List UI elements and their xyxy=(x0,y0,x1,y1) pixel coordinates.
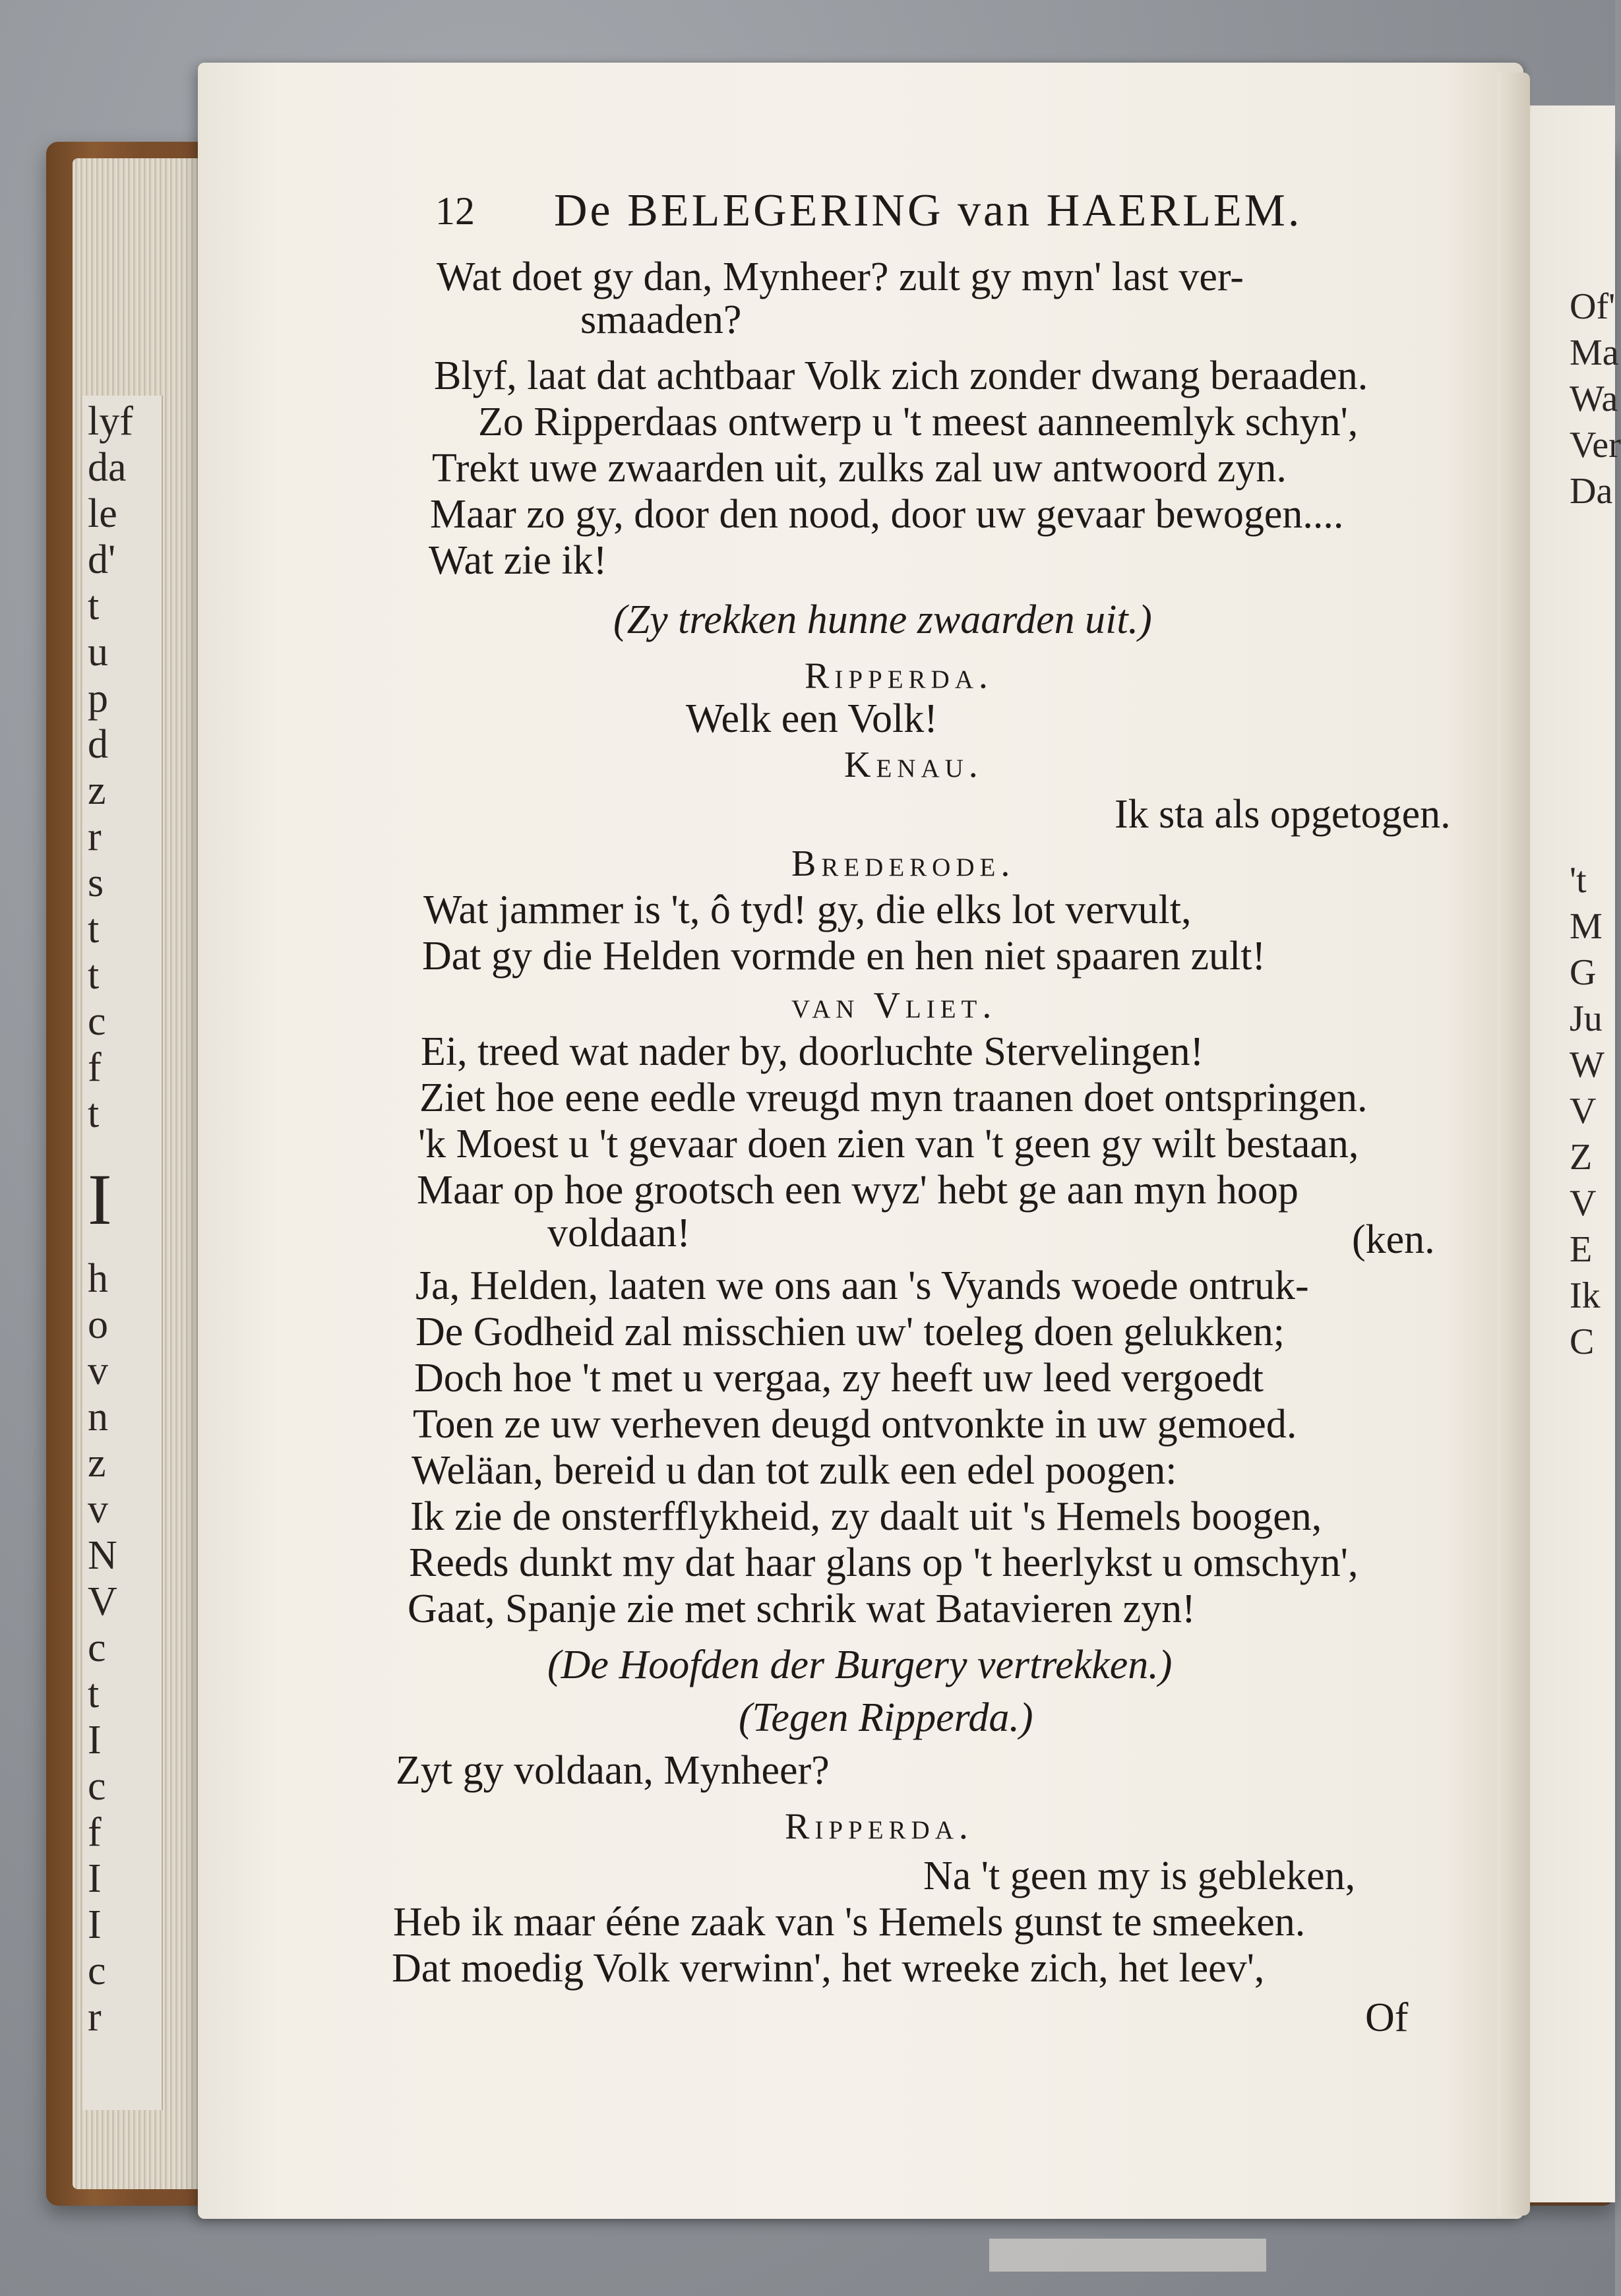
right-fragment: E xyxy=(1570,1229,1593,1270)
left-fragment: t xyxy=(88,953,100,998)
verse-line: Ei, treed wat nader by, doorluchte Stervelingen! xyxy=(421,1029,1204,1074)
left-fragment: s xyxy=(88,861,104,905)
right-fragment: V xyxy=(1570,1183,1597,1224)
left-fragment: t xyxy=(88,1672,100,1716)
verse-line: Na 't geen my is gebleken, xyxy=(923,1854,1356,1898)
left-fragment: c xyxy=(88,1764,106,1809)
left-fragment: I xyxy=(88,1159,112,1240)
verse-line: Ik zie de onsterfflykheid, zy daalt uit 's Hemels boogen, xyxy=(410,1494,1322,1539)
verse-line: Welk een Volk! xyxy=(686,696,938,741)
left-fragment: z xyxy=(88,1441,106,1486)
left-fragment: v xyxy=(88,1487,108,1532)
left-fragment: u xyxy=(88,630,108,675)
speaker-name: Ripperda. xyxy=(785,1806,973,1847)
stage-direction: (De Hoofden der Burgery vertrekken.) xyxy=(547,1643,1173,1687)
speaker-name: Ripperda. xyxy=(805,655,993,696)
verse-line: Wat doet gy dan, Mynheer? zult gy myn' last ver- xyxy=(437,255,1244,299)
right-fragment: Da xyxy=(1570,471,1613,512)
right-fragment: Of' xyxy=(1570,286,1616,327)
speaker-name: Kenau. xyxy=(844,744,983,785)
right-fragment: 't xyxy=(1570,860,1587,901)
verse-line: Maar zo gy, door den nood, door uw gevaar bewogen.... xyxy=(430,492,1344,537)
left-fragment: d' xyxy=(88,537,116,582)
verse-line: Trekt uwe zwaarden uit, zulks zal uw antwoord zyn. xyxy=(432,446,1287,491)
left-fragment: t xyxy=(88,907,100,952)
verse-line: Gaat, Spanje zie met schrik wat Batavieren zyn! xyxy=(408,1586,1196,1631)
verse-line: De Godheid zal misschien uw' toeleg doen gelukken; xyxy=(415,1310,1285,1354)
verse-line: smaaden? xyxy=(580,297,742,342)
left-fragment: z xyxy=(88,768,106,813)
left-fragment: c xyxy=(88,1625,106,1670)
left-fragment: t xyxy=(88,584,100,628)
verse-line: Dat moedig Volk verwinn', het wreeke zich, het leev', xyxy=(392,1946,1265,1991)
right-fragment: Ma xyxy=(1570,332,1619,373)
left-fragment: r xyxy=(88,1995,102,2039)
right-fragment: Z xyxy=(1570,1137,1593,1178)
catchword: Of xyxy=(1365,1995,1409,2040)
verse-line: Wat jammer is 't, ô tyd! gy, die elks lot vervult, xyxy=(423,888,1192,932)
left-fragment: le xyxy=(88,491,117,536)
left-fragment: da xyxy=(88,445,127,490)
right-fragment: G xyxy=(1570,952,1597,993)
left-fragment: c xyxy=(88,999,106,1044)
stage-direction: (Zy trekken hunne zwaarden uit.) xyxy=(613,597,1152,642)
left-fragment: r xyxy=(88,814,102,859)
left-fragment: lyf xyxy=(88,399,133,444)
verse-line: Wat zie ik! xyxy=(429,538,607,583)
verse-line: Reeds dunkt my dat haar glans op 't heerlykst u omschyn', xyxy=(409,1540,1359,1585)
turnover-word: (ken. xyxy=(1352,1217,1435,1262)
left-fragment: V xyxy=(88,1579,117,1624)
left-page-fragments xyxy=(82,396,163,2110)
verse-line: Zyt gy voldaan, Mynheer? xyxy=(396,1748,830,1793)
left-fragment: N xyxy=(88,1533,117,1578)
left-fragment: o xyxy=(88,1302,108,1347)
right-fragment: W xyxy=(1570,1044,1605,1085)
verse-line: Dat gy die Helden vormde en hen niet spaaren zult! xyxy=(422,934,1266,979)
left-fragment: I xyxy=(88,1902,102,1947)
left-fragment: c xyxy=(88,1949,106,1993)
left-fragment: p xyxy=(88,676,108,721)
right-fragment: V xyxy=(1570,1091,1597,1132)
verse-line: Blyf, laat dat achtbaar Volk zich zonder dwang beraaden. xyxy=(434,353,1368,398)
right-fragment: Ju xyxy=(1570,998,1603,1039)
verse-line: Doch hoe 't met u vergaa, zy heeft uw leed vergoedt xyxy=(414,1356,1264,1401)
running-head: De BELEGERING van HAERLEM. xyxy=(554,185,1302,236)
verse-line: Weläan, bereid u dan tot zulk een edel poogen: xyxy=(412,1448,1177,1493)
speaker-name: Brederode. xyxy=(791,843,1016,884)
right-fragment: M xyxy=(1570,906,1603,947)
verse-line: Zo Ripperdaas ontwerp u 't meest aanneemlyk schyn', xyxy=(478,400,1359,444)
verse-line: 'k Moest u 't gevaar doen zien van 't geen gy wilt bestaan, xyxy=(418,1122,1359,1166)
page-text xyxy=(198,63,1523,2219)
verse-line: Ik sta als opgetogen. xyxy=(1115,792,1451,837)
verse-line: Maar op hoe grootsch een wyz' hebt ge aan myn hoop xyxy=(417,1168,1299,1213)
left-fragment: f xyxy=(88,1045,102,1090)
verse-line: Heb ik maar ééne zaak van 's Hemels gunst te smeeken. xyxy=(393,1900,1306,1945)
left-fragment: I xyxy=(88,1856,102,1901)
page-number: 12 xyxy=(435,189,475,233)
right-fragment: Ik xyxy=(1570,1275,1601,1316)
verse-line: voldaan! xyxy=(547,1211,690,1255)
left-fragment: v xyxy=(88,1348,108,1393)
left-fragment: f xyxy=(88,1810,102,1855)
left-fragment: h xyxy=(88,1256,108,1301)
left-fragment: d xyxy=(88,722,108,767)
verse-line: Toen ze uw verheven deugd ontvonkte in uw gemoed. xyxy=(413,1402,1297,1447)
speaker-name: van Vliet. xyxy=(791,985,997,1026)
left-fragment: I xyxy=(88,1718,102,1763)
right-fragment: Ver xyxy=(1570,425,1621,466)
right-fragment: C xyxy=(1570,1321,1595,1362)
left-fragment: t xyxy=(88,1091,100,1136)
verse-line: Ja, Helden, laaten we ons aan 's Vyands woede ontruk- xyxy=(415,1263,1309,1308)
stage-direction: (Tegen Ripperda.) xyxy=(739,1695,1033,1740)
verse-line: Ziet hoe eene eedle vreugd myn traanen doet ontspringen. xyxy=(419,1075,1368,1120)
right-fragment: Wa xyxy=(1570,378,1618,419)
page-bottom-mark xyxy=(989,2239,1266,2272)
left-fragment: n xyxy=(88,1395,108,1439)
